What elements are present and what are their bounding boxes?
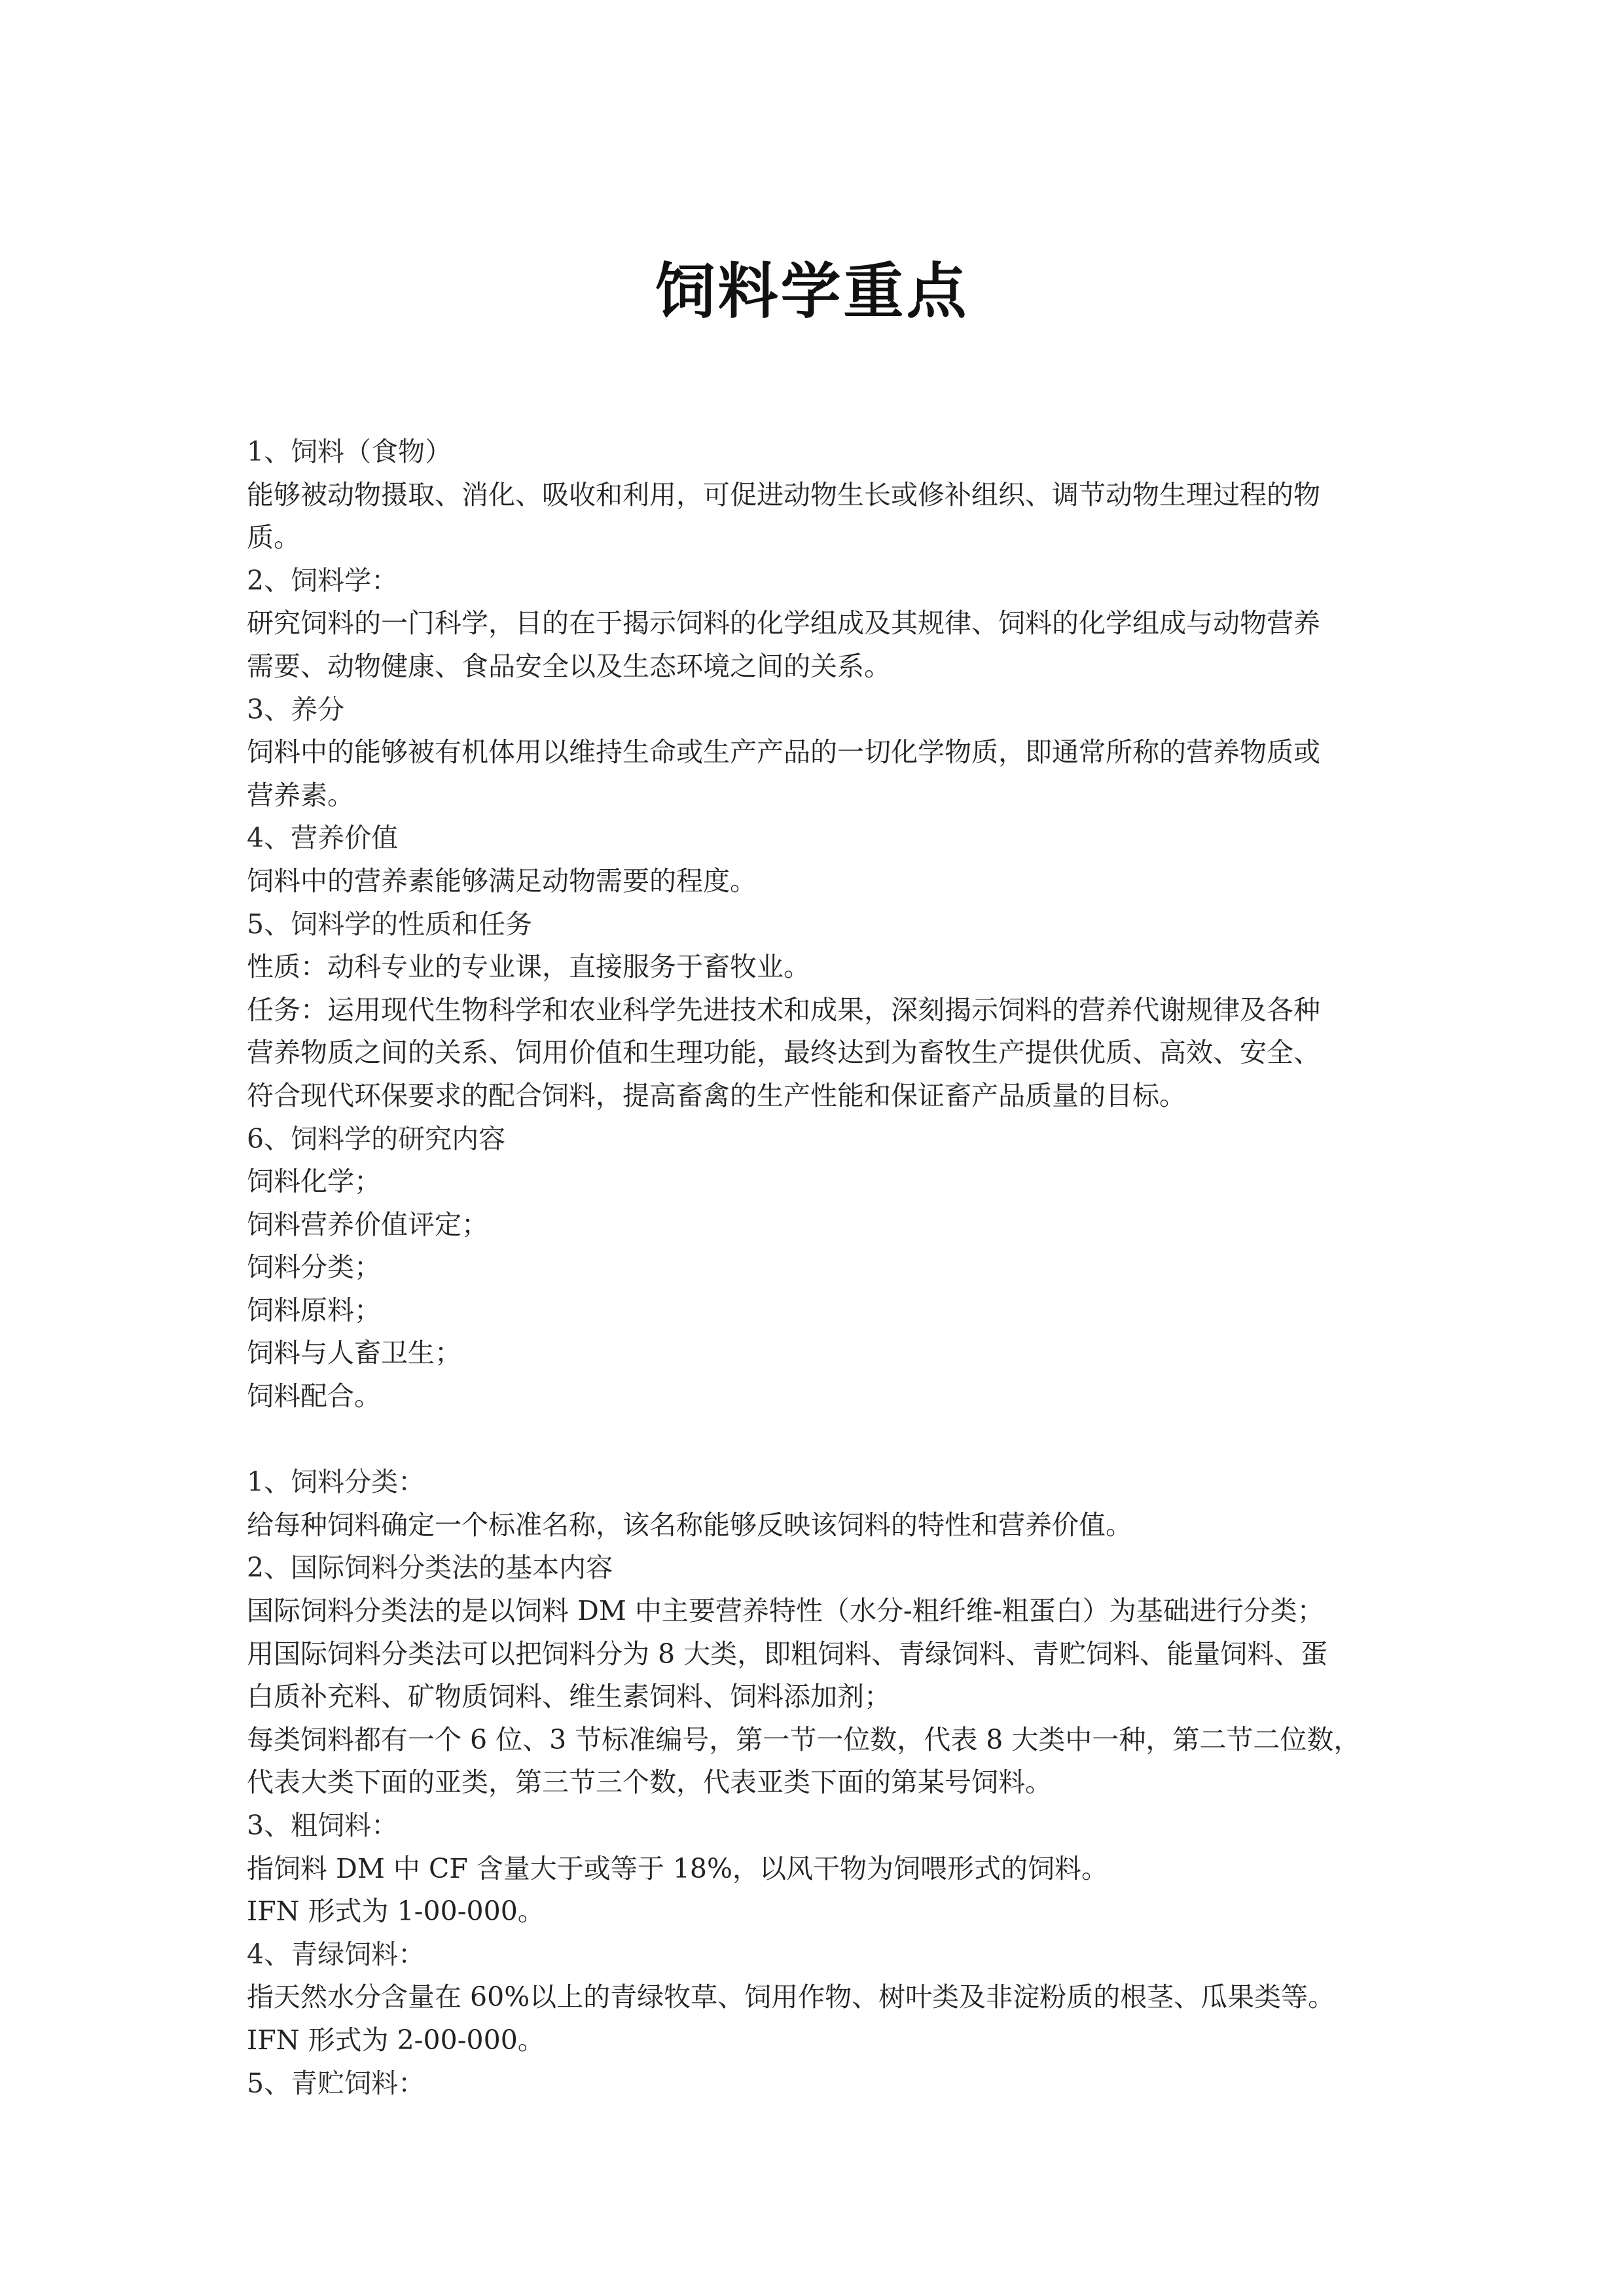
section1-item3-body-line2: 营养素。 (247, 779, 354, 811)
section1-item1-body-line1: 能够被动物摄取、消化、吸收和利用，可促进动物生长或修补组织、调节动物生理过程的物 (247, 478, 1320, 511)
section1-item5-body-line2: 任务：运用现代生物科学和农业科学先进技术和成果，深刻揭示饲料的营养代谢规律及各种 (247, 994, 1320, 1026)
section2-item3-body-line1: 指饲料 DM 中 CF 含量大于或等于 18%，以风干物为饲喂形式的饲料。 (247, 1852, 1108, 1884)
section1-item3-body-line1: 饲料中的能够被有机体用以维持生命或生产产品的一切化学物质，即通常所称的营养物质或 (247, 736, 1320, 768)
section1-item2-body-line1: 研究饲料的一门科学，目的在于揭示饲料的化学组成及其规律、饲料的化学组成与动物营养 (247, 607, 1320, 639)
section1-item6-list-item: 饲料与人畜卫生； (247, 1337, 461, 1369)
section1-item6-list-item: 饲料化学； (247, 1166, 381, 1198)
section1-item1-heading: 1、饲料（食物） (247, 436, 452, 467)
section1-item4-heading: 4、营养价值 (247, 822, 399, 854)
section1-item6-list-item: 饲料营养价值评定； (247, 1208, 488, 1240)
section2-item1-body-line1: 给每种饲料确定一个标准名称，该名称能够反映该饲料的特性和营养价值。 (247, 1509, 1132, 1541)
section1-item2-heading: 2、饲料学： (247, 564, 399, 596)
section2-item2-body-line5: 代表大类下面的亚类，第三节三个数，代表亚类下面的第某号饲料。 (247, 1767, 1052, 1799)
section1-item6-list-item: 饲料配合。 (247, 1380, 381, 1412)
section2-item2-heading: 2、国际饲料分类法的基本内容 (247, 1552, 613, 1584)
section1-item5-body-line3: 营养物质之间的关系、饲用价值和生理功能，最终达到为畜牧生产提供优质、高效、安全、 (247, 1037, 1320, 1069)
section1-item5-body-line1: 性质：动科专业的专业课，直接服务于畜牧业。 (247, 951, 810, 983)
section1-item3-heading: 3、养分 (247, 693, 345, 725)
document-body (247, 431, 1389, 2105)
section2-item4-body-line2: IFN 形式为 2-00-000。 (247, 2024, 545, 2056)
section2-item4-body-line1: 指天然水分含量在 60%以上的青绿牧草、饲用作物、树叶类及非淀粉质的根茎、瓜果类等。 (247, 1981, 1335, 2013)
section2-item1-heading: 1、饲料分类： (247, 1466, 425, 1498)
section1-item2-body-line2: 需要、动物健康、食品安全以及生态环境之间的关系。 (247, 650, 891, 682)
section2-item2-body-line1: 国际饲料分类法的是以饲料 DM 中主要营养特性（水分-粗纤维-粗蛋白）为基础进行分类； (247, 1595, 1324, 1627)
section2-item3-heading: 3、粗饲料： (247, 1810, 399, 1841)
section1-item4-body-line1: 饲料中的营养素能够满足动物需要的程度。 (247, 865, 757, 897)
section2-item5-heading: 5、青贮饲料： (247, 2067, 425, 2099)
section1-item1-body-line2: 质。 (247, 522, 300, 554)
section1-item6-list-item: 饲料分类； (247, 1251, 381, 1283)
document-title: 饲料学重点 (655, 256, 969, 327)
section2-item3-body-line2: IFN 形式为 1-00-000。 (247, 1895, 545, 1928)
section2-item2-body-line2: 用国际饲料分类法可以把饲料分为 8 大类，即粗饲料、青绿饲料、青贮饲料、能量饲料、蛋 (247, 1638, 1328, 1670)
section2-item4-heading: 4、青绿饲料： (247, 1938, 425, 1970)
section2-item2-body-line4: 每类饲料都有一个 6 位、3 节标准编号，第一节一位数，代表 8 大类中一种，第二节二位数， (247, 1723, 1361, 1755)
section1-item5-body-line4: 符合现代环保要求的配合饲料，提高畜禽的生产性能和保证畜产品质量的目标。 (247, 1079, 1186, 1111)
section2-item2-body-line3: 白质补充料、矿物质饲料、维生素饲料、饲料添加剂； (247, 1681, 891, 1713)
section1-item6-heading: 6、饲料学的研究内容 (247, 1122, 506, 1155)
section1-item6-list-item: 饲料原料； (247, 1294, 381, 1326)
section-gap (247, 1418, 1389, 1462)
section1-item5-heading: 5、饲料学的性质和任务 (247, 908, 533, 940)
